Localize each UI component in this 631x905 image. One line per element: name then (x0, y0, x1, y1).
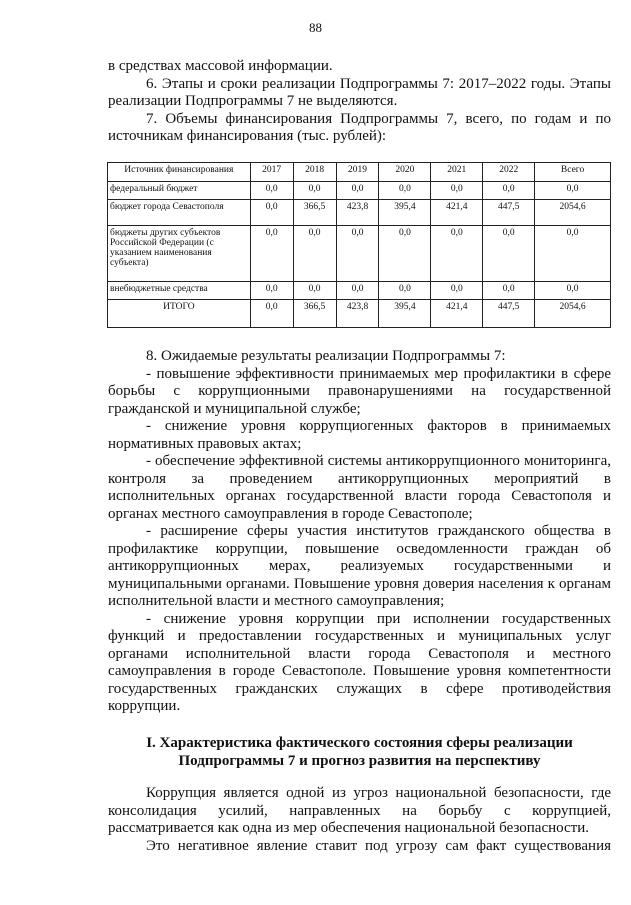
table-cell: 0,0 (535, 226, 611, 282)
list-item: - обеспечение эффективной системы антикоррупционного мониторинга, контроля за проведением антикоррупционных мероприятий в исполнительных органах государственной власти города Севастополя и органах местного самоуправления в городе Севастополе; (108, 453, 611, 522)
table-header-cell: 2022 (483, 163, 535, 182)
table-cell: 0,0 (483, 182, 535, 200)
results-text-block (108, 348, 611, 716)
table-header-cell: Всего (535, 163, 611, 182)
table-cell: внебюджетные средства (108, 282, 251, 300)
table-cell: 0,0 (250, 182, 293, 200)
table-header-cell: Источник финансирования (108, 163, 251, 182)
table-cell: 0,0 (293, 226, 336, 282)
page-number: 88 (309, 20, 322, 35)
table-cell: 0,0 (379, 226, 431, 282)
table-header-cell: 2020 (379, 163, 431, 182)
table-cell: 0,0 (483, 282, 535, 300)
table-cell: 421,4 (431, 300, 483, 328)
section-heading: I. Характеристика фактического состояния сферы реализации Подпрограммы 7 и прогноз развития на перспективу (146, 735, 573, 769)
table-cell: 0,0 (483, 226, 535, 282)
table-cell: 395,4 (379, 200, 431, 226)
table-cell: ИТОГО (108, 300, 251, 328)
table-cell: 366,5 (293, 300, 336, 328)
table-row (108, 200, 611, 226)
table-cell: 0,0 (535, 282, 611, 300)
paragraph-funding: 7. Объемы финансирования Подпрограммы 7, всего, по годам и по источникам финансирования (тыс. рублей): (108, 110, 611, 144)
table-header-row (108, 163, 611, 182)
table-header-cell: 2019 (336, 163, 379, 182)
table-header-cell: 2021 (431, 163, 483, 182)
table-cell: 423,8 (336, 300, 379, 328)
table-row (108, 282, 611, 300)
table-cell: 0,0 (431, 182, 483, 200)
list-item: - расширение сферы участия институтов гражданского общества в профилактике коррупции, повышение осведомленности граждан об антикоррупционных мерах, реализуемых государственными и муниципальными органами. Повышение уровня доверия населения к органам исполнительной власти и местного самоуправления; (108, 523, 611, 609)
table-cell: 447,5 (483, 300, 535, 328)
table-cell: 395,4 (379, 300, 431, 328)
table-cell: 0,0 (336, 282, 379, 300)
table-cell: 0,0 (250, 300, 293, 328)
table-cell: 0,0 (535, 182, 611, 200)
paragraph-stages: 6. Этапы и сроки реализации Подпрограммы 7: 2017–2022 годы. Этапы реализации Подпрограммы 7 не выделяются. (108, 75, 611, 109)
table-header-cell: 2018 (293, 163, 336, 182)
table-cell: 0,0 (431, 226, 483, 282)
paragraph-corruption: Коррупция является одной из угроз национальной безопасности, где консолидация усилий, направленных на борьбу с коррупцией, рассматривается как одна из мер обеспечения национальной безопасности. (108, 785, 611, 836)
top-text-block (108, 58, 611, 146)
list-item: - снижение уровня коррупции при исполнении государственных функций и предоставлении государственных и муниципальных услуг органами исполнительной власти города Севастополя и местного самоуправления в городе Севастополе. Повышение уровня компетентности государственных гражданских служащих в сфере противодействия коррупции. (108, 610, 611, 714)
table-cell: 0,0 (336, 182, 379, 200)
table-row-total (108, 300, 611, 328)
table-cell: 0,0 (431, 282, 483, 300)
table-cell: 0,0 (250, 226, 293, 282)
table-cell: бюджет города Севастополя (108, 200, 251, 226)
table-cell: 0,0 (336, 226, 379, 282)
paragraph-negative: Это негативное явление ставит под угрозу сам факт существования (146, 837, 611, 854)
table-row (108, 182, 611, 200)
table-cell: 0,0 (379, 282, 431, 300)
table-cell: бюджеты других субъектов Российской Федерации (с указанием наименования субъекта) (108, 226, 251, 282)
list-item: - снижение уровня коррупциогенных факторов в принимаемых нормативных правовых актах; (108, 418, 611, 452)
table-row (108, 226, 611, 282)
table-cell: 421,4 (431, 200, 483, 226)
table-cell: 2054,6 (535, 300, 611, 328)
funding-table (107, 162, 611, 328)
table-cell: 2054,6 (535, 200, 611, 226)
table-cell: 0,0 (379, 182, 431, 200)
paragraph-continuation: в средствах массовой информации. (108, 58, 333, 74)
table-cell: 423,8 (336, 200, 379, 226)
bottom-text-block (108, 785, 611, 855)
table-cell: 447,5 (483, 200, 535, 226)
table-cell: 0,0 (250, 282, 293, 300)
paragraph-results-title: 8. Ожидаемые результаты реализации Подпрограммы 7: (146, 348, 506, 364)
table-cell: 0,0 (293, 282, 336, 300)
table-cell: 0,0 (293, 182, 336, 200)
table-cell: 0,0 (250, 200, 293, 226)
table-cell: 366,5 (293, 200, 336, 226)
table-cell: федеральный бюджет (108, 182, 251, 200)
list-item: - повышение эффективности принимаемых мер профилактики в сфере борьбы с коррупционными правонарушениями на государственной гражданской и муниципальной службе; (108, 365, 611, 417)
table-header-cell: 2017 (250, 163, 293, 182)
